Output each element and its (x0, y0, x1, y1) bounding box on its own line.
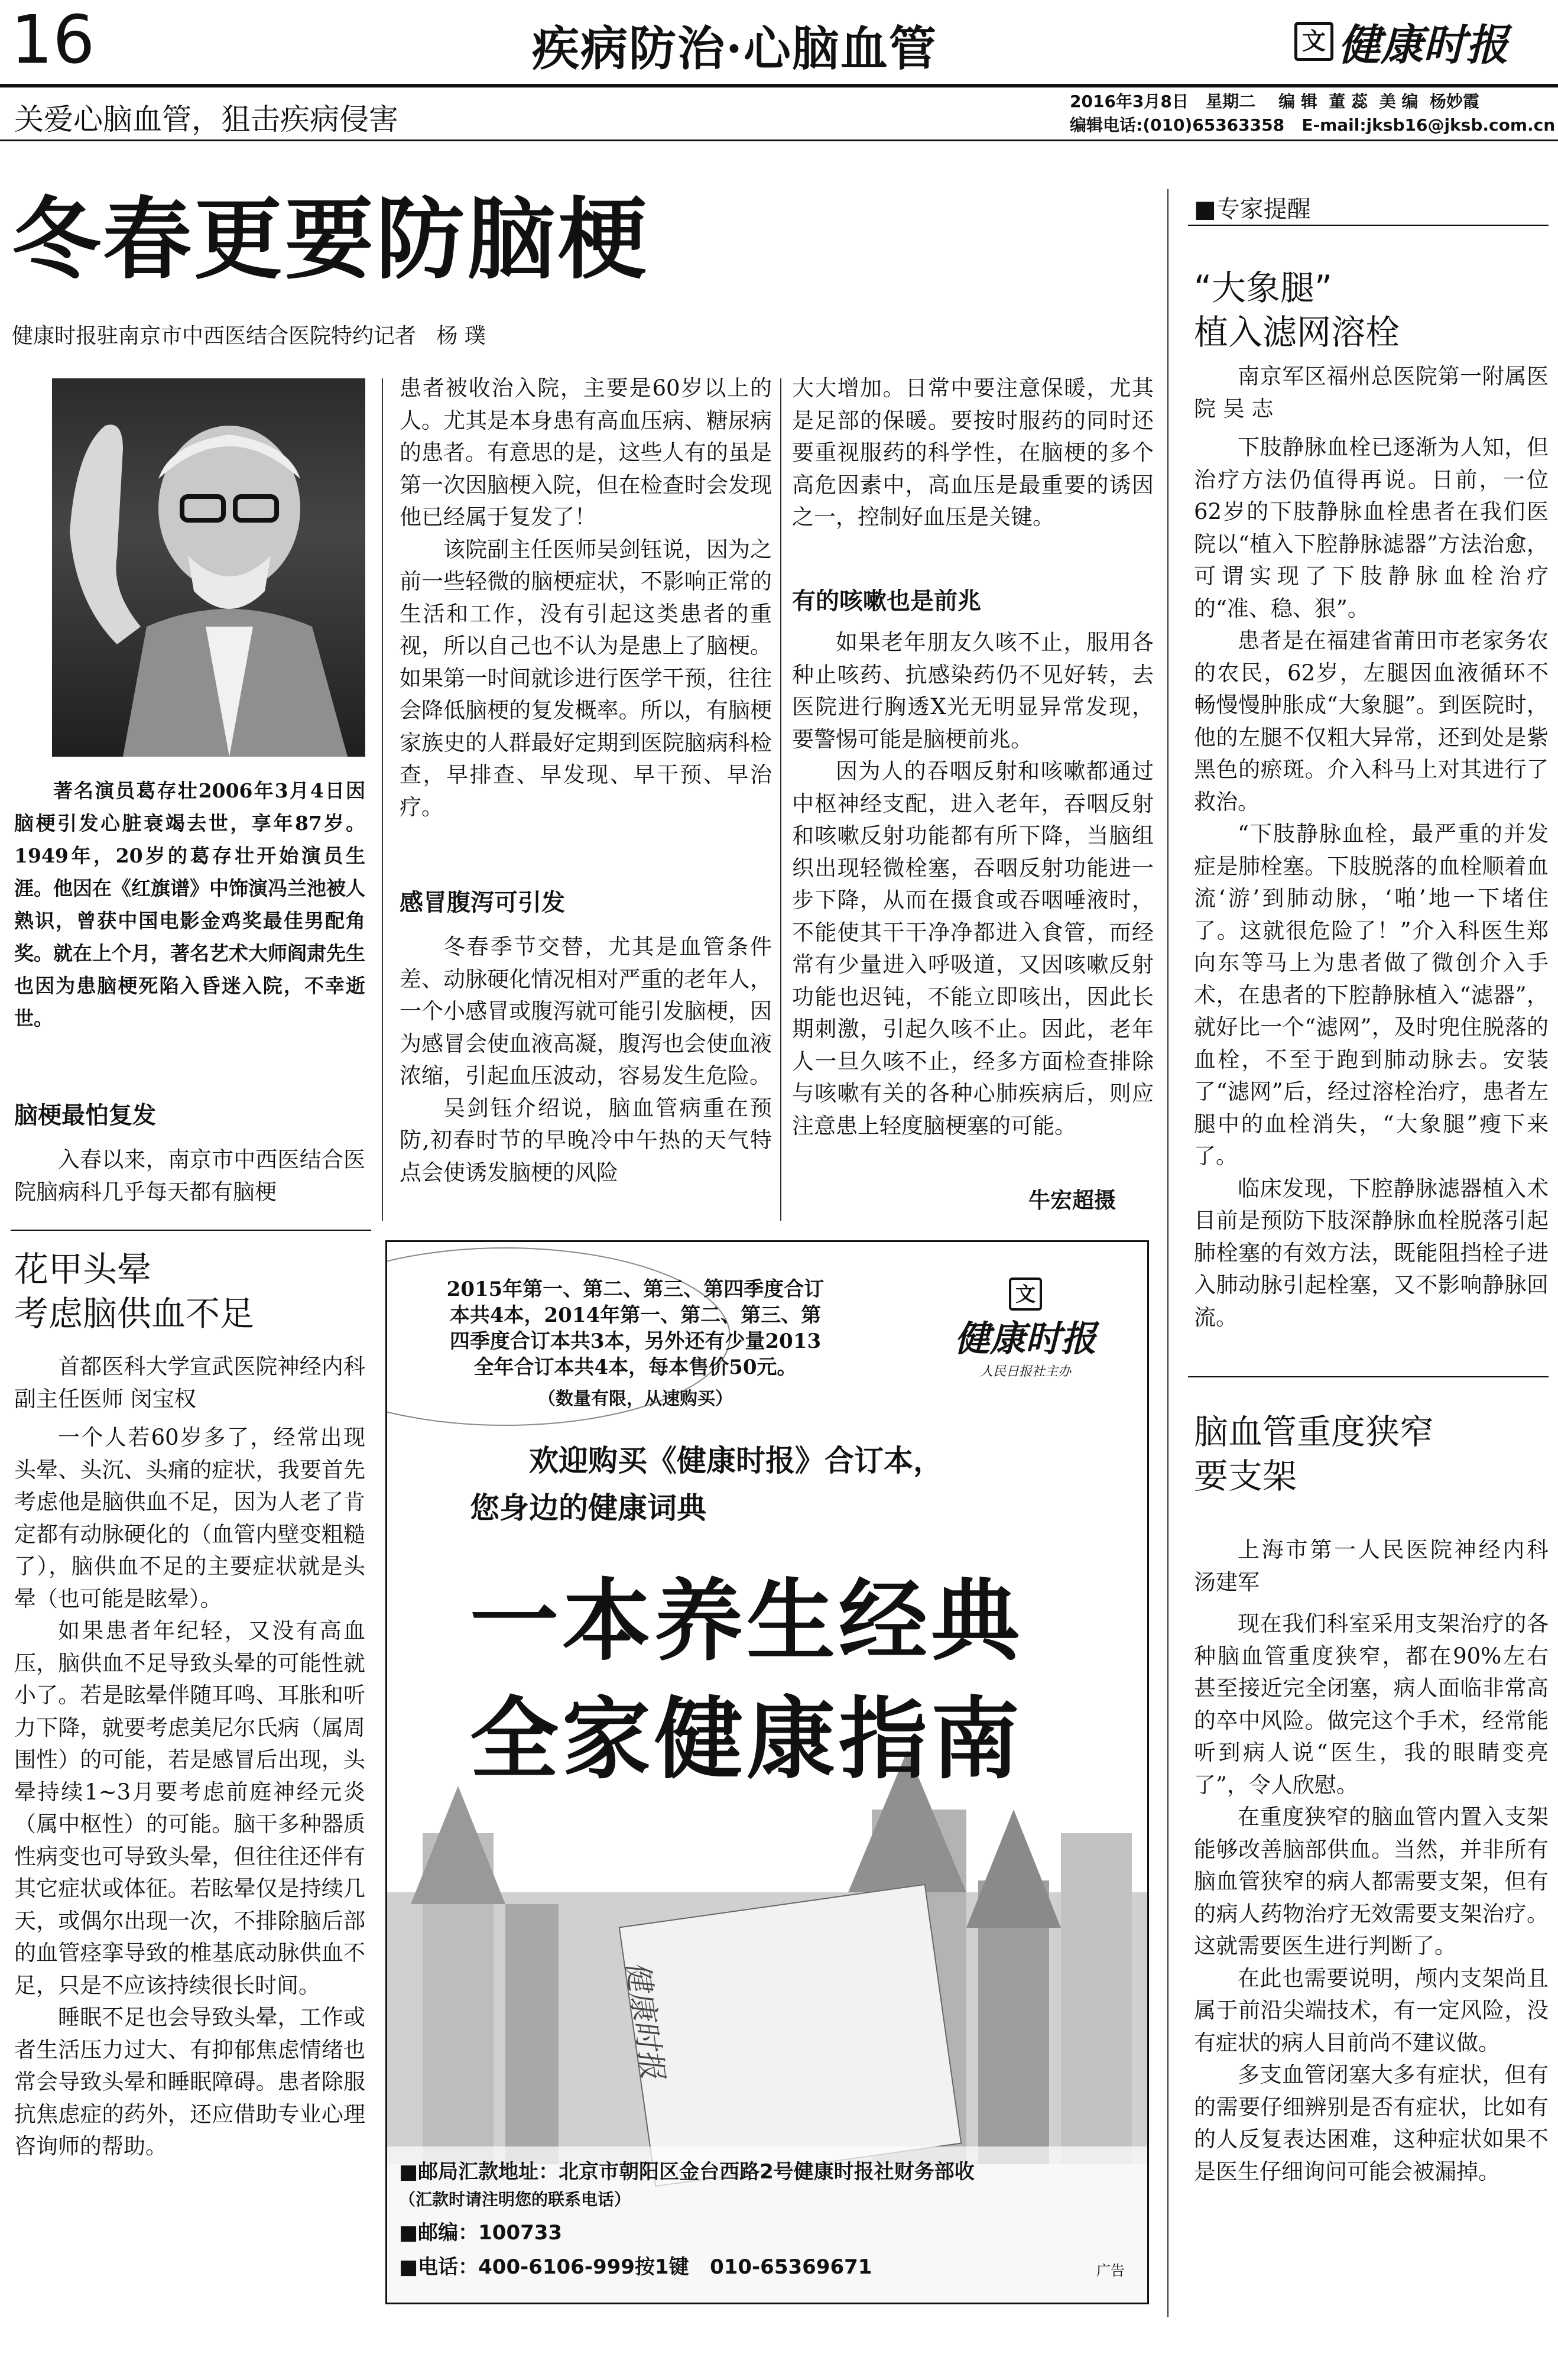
ad-bubble-text: 2015年第一、第二、第三、第四季度合订本共4本，2014年第一、第二、第三、第四季度合订本共3本，另外还有少量2013全年合订本共4本，每本售价50元。 (446, 1277, 825, 1379)
left-para-3: 睡眠不足也会导致头晕，工作或者生活压力过大、有抑郁焦虑情绪也常会导致头晕和睡眠障碍。患者除服抗焦虑症的药外，还应借助专业心理咨询师的帮助。 (14, 2005, 365, 2159)
photo-caption (14, 774, 365, 1035)
subheading-cold-diarrhea: 感冒腹泻可引发 (400, 889, 565, 916)
ad-phone: ■电话：400-6106-999按1键 010-65369671 (399, 2255, 872, 2279)
col2-para-2: 该院副主任医师吴剑钰说，因为之前一些轻微的脑梗症状，不影响正常的生活和工作，没有引起这类患者的重视，所以自己也不认为是患上了脑梗。如果第一时间就诊进行医学干预，往往会降低脑梗的复发概率。所以，有脑梗家族史的人群最好定期到医院脑病科检查，早排查、早发现、早干预、早治疗。 (400, 536, 772, 820)
r-a1-author (1194, 361, 1549, 425)
left-title-line1: 花甲头晕 (14, 1249, 152, 1289)
r-a1-author-text: 南京军区福州总医院第一附属医院 吴 志 (1194, 364, 1549, 421)
col2b-para-2: 吴剑钰介绍说，脑血管病重在预防,初春时节的早晚冷中午热的天气特点会使诱发脑梗的风险 (400, 1095, 772, 1185)
portrait-photo (52, 378, 365, 757)
r-a1-para-3: “下肢静脉血栓，最严重的并发症是肺栓塞。下肢脱落的血栓顺着血流‘游’到肺动脉，‘啪’地一下堵住了。这就很危险了！”介入科医生郑向东等马上为患者做了微创介入手术，在患者的下腔静脉植入“滤器”，就好比一个“滤网”，及时兜住脱落的血栓，不至于跑到肺动脉去。安装了“滤网”后，经过溶栓治疗，患者左腿中的血栓消失，“大象腿”瘦下来了。 (1194, 821, 1549, 1169)
ad-newspaper-image (619, 1884, 962, 2187)
header-rule-bottom (0, 140, 1558, 141)
expert-section-label: ■专家提醒 (1194, 196, 1311, 223)
ad-welcome-2: 您身边的健康词典 (470, 1491, 706, 1525)
left-author (14, 1351, 365, 1415)
r-a2-body (1194, 1608, 1549, 2188)
ad-logo-seal-icon: 文 (1009, 1277, 1042, 1311)
slogan: 关爱心脑血管，狙击疾病侵害 (14, 102, 398, 137)
ad-newspaper-logo: 健康时报 (619, 1959, 670, 2081)
r-a1-body (1194, 432, 1549, 1334)
ad-logo-sub: 人民日报社主办 (979, 1364, 1071, 1379)
main-headline: 冬春更要防脑梗 (12, 187, 650, 291)
contact-line: 编辑电话:(010)65363358 E-mail:jksb16@jksb.com.cn (1070, 115, 1556, 135)
col2b-para-1: 冬春季节交替，尤其是血管条件差、动脉硬化情况相对严重的老年人，一个小感冒或腹泻就可能引发脑梗，因为感冒会使血液高凝，腹泻也会使血液浓缩，引起血压波动，容易发生危险。 (400, 934, 772, 1088)
left-para-1: 一个人若60岁多了，经常出现头晕、头沉、头痛的症状，我要首先考虑他是脑供血不足，因为人老了肯定都有动脉硬化的（血管内壁变粗糙了），脑供血不足的主要症状就是头晕（也可能是眩晕）。 (14, 1425, 365, 1611)
ad-big-1: 一本养生经典 (470, 1569, 1024, 1673)
ad-tag: 广告 (1096, 2262, 1125, 2279)
r-a2-para-3: 在此也需要说明，颅内支架尚且属于前沿尖端技术，有一定风险，没有症状的病人目前尚不建议做。 (1194, 1965, 1549, 2055)
expert-section-rule (1188, 225, 1549, 226)
right-column-divider (1167, 189, 1168, 2317)
left-body (14, 1422, 365, 2163)
subheading-recurrence: 脑梗最怕复发 (14, 1102, 156, 1129)
ad-logo (955, 1277, 1096, 1380)
r-a1-title2: 植入滤网溶栓 (1194, 312, 1400, 352)
col-divider-1 (382, 378, 383, 1221)
ad-zip: ■邮编：100733 (399, 2221, 563, 2245)
logo-seal-icon: 文 (1294, 22, 1333, 61)
col3b-para-2: 因为人的吞咽反射和咳嗽都通过中枢神经支配，进入老年，吞咽反射和咳嗽反射功能都有所下降，当脑组织出现轻微栓塞，吞咽反射功能进一步下降，从而在摄食或吞咽唾液时，不能使其干干净净都进入食管，而经常有少量进入呼吸道，又因咳嗽反射功能也迟钝，不能立即咳出，因此长期刺激，引起久咳不止。因此，老年人一旦久咳不止，经多方面检查排除与咳嗽有关的各种心肺疾病后，则应注意患上轻度脑梗塞的可能。 (792, 758, 1154, 1139)
r-a2-title1: 脑血管重度狭窄 (1194, 1412, 1434, 1452)
col3-author: 牛宏超摄 (1028, 1187, 1116, 1213)
main-col2 (400, 372, 772, 823)
r-a2-author (1194, 1534, 1549, 1598)
r-a2-author-text: 上海市第一人民医院神经内科 汤建军 (1194, 1537, 1549, 1595)
left-para-2: 如果患者年纪轻，又没有高血压，脑供血不足导致头晕的可能性就小了。若是眩晕伴随耳鸣、耳胀和听力下降，就要考虑美尼尔氏病（属周围性）的可能，若是感冒后出现，头晕持续1~3月要考虑前庭神经元炎（属中枢性）的可能。脑干多种器质性病变也可导致头晕，但往往还伴有其它症状或体征。若眩晕仅是持续几天，或偶尔出现一次，不排除脑后部的血管痉挛导致的椎基底动脉供血不足，只是不应该持续很长时间。 (14, 1618, 365, 1998)
main-col3b (792, 627, 1154, 1142)
right-article-rule (1188, 1376, 1549, 1377)
main-col2b (400, 931, 772, 1189)
col1-tail-text: 入春以来，南京市中西医结合医院脑病科几乎每天都有脑梗 (14, 1147, 365, 1205)
ad-address: ■邮局汇款地址：北京市朝阳区金台西路2号健康时报社财务部收 (399, 2160, 975, 2184)
main-byline: 健康时报驻南京市中西医结合医院特约记者 杨 璞 (12, 324, 486, 348)
logo-text: 健康时报 (1338, 20, 1509, 70)
header-rule-top (0, 84, 1558, 87)
r-a1-para-1: 下肢静脉血栓已逐渐为人知，但治疗方法仍值得再说。日前，一位62岁的下肢静脉血栓患者在我们医院以“植入下腔静脉滤器”方法治愈，可谓实现了下肢静脉血栓治疗的“准、稳、狠”。 (1194, 435, 1549, 621)
r-a2-title2: 要支架 (1194, 1456, 1297, 1496)
section-title: 疾病防治·心脑血管 (532, 21, 937, 76)
r-a2-para-1: 现在我们科室采用支架治疗的各种脑血管重度狭窄，都在90%左右甚至接近完全闭塞，病人面临非常高的卒中风险。做完这个手术，经常能听到病人说“医生，我的眼睛变亮了”，令人欣慰。 (1194, 1611, 1549, 1798)
portrait-figure (52, 378, 365, 757)
r-a1-para-4: 临床发现，下腔静脉滤器植入术目前是预防下肢深静脉血栓脱落引起肺栓塞的有效方法，既能阻挡栓子进入肺动脉引起栓塞，又不影响静脉回流。 (1194, 1175, 1549, 1330)
col2-para-1: 患者被收治入院，主要是60岁以上的人。尤其是本身患有高血压病、糖尿病的患者。有意思的是，这些人有的虽是第一次因脑梗入院，但在检查时会发现他已经属于复发了！ (400, 375, 772, 530)
r-a1-title1: “大象腿” (1194, 268, 1333, 308)
ad-big-2: 全家健康指南 (470, 1687, 1024, 1791)
left-author-text: 首都医科大学宣武医院神经内科副主任医师 闵宝权 (14, 1354, 365, 1412)
r-a1-para-2: 患者是在福建省莆田市老家务农的农民，62岁，左腿因血液循环不畅慢慢肿胀成“大象腿”。到医院时，他的左腿不仅粗大异常，还到处是紫黑色的瘀斑。介入科马上对其进行了救治。 (1194, 628, 1549, 815)
r-a2-para-4: 多支血管闭塞大多有症状，但有的需要仔细辨别是否有症状，比如有的人反复表达困难，这种症状如果不是医生仔细询问可能会被漏掉。 (1194, 2062, 1549, 2184)
r-a2-para-2: 在重度狭窄的脑血管内置入支架能够改善脑部供血。当然，并非所有脑血管狭窄的病人都需要支架，但有的病人药物治疗无效需要支架治疗。这就需要医生进行判断了。 (1194, 1804, 1549, 1959)
main-col3a (792, 372, 1154, 534)
ad-box (385, 1240, 1149, 2304)
date-editor-line: 2016年3月8日 星期二 编 辑 董 蕊 美 编 杨妙霞 (1070, 92, 1479, 111)
subheading-cough: 有的咳嗽也是前兆 (792, 588, 981, 615)
ad-logo-text: 健康时报 (955, 1318, 1096, 1360)
ad-bubble-note: （数量有限，从速购买） (538, 1389, 733, 1409)
left-article-rule (11, 1230, 371, 1231)
page-number: 16 (11, 2, 95, 79)
col3b-para-1: 如果老年朋友久咳不止，服用各种止咳药、抗感染药仍不见好转，去医院进行胸透X光无明显异常发现，要警惕可能是脑梗前兆。 (792, 630, 1154, 752)
left-title-line2: 考虑脑供血不足 (14, 1293, 255, 1334)
photo-caption-text: 著名演员葛存壮2006年3月4日因脑梗引发心脏衰竭去世，享年87岁。1949年，20岁的葛存壮开始演员生涯。他因在《红旗谱》中饰演冯兰池被人熟识，曾获中国电影金鸡奖最佳男配角奖。就在上个月，著名艺术大师阎肃先生也因为患脑梗死陷入昏迷入院，不幸逝世。 (14, 779, 365, 1030)
ad-welcome-1: 欢迎购买《健康时报》合订本， (529, 1444, 943, 1478)
masthead-logo (1294, 11, 1508, 72)
col-divider-2 (780, 378, 781, 1221)
col1-tail (14, 1144, 365, 1208)
col3-para-1: 大大增加。日常中要注意保暖，尤其是足部的保暖。要按时服药的同时还要重视服药的科学性，在脑梗的多个高危因素中，高血压是最重要的诱因之一，控制好血压是关键。 (792, 375, 1154, 530)
ad-address-note: （汇款时请注明您的联系电话） (399, 2190, 631, 2209)
